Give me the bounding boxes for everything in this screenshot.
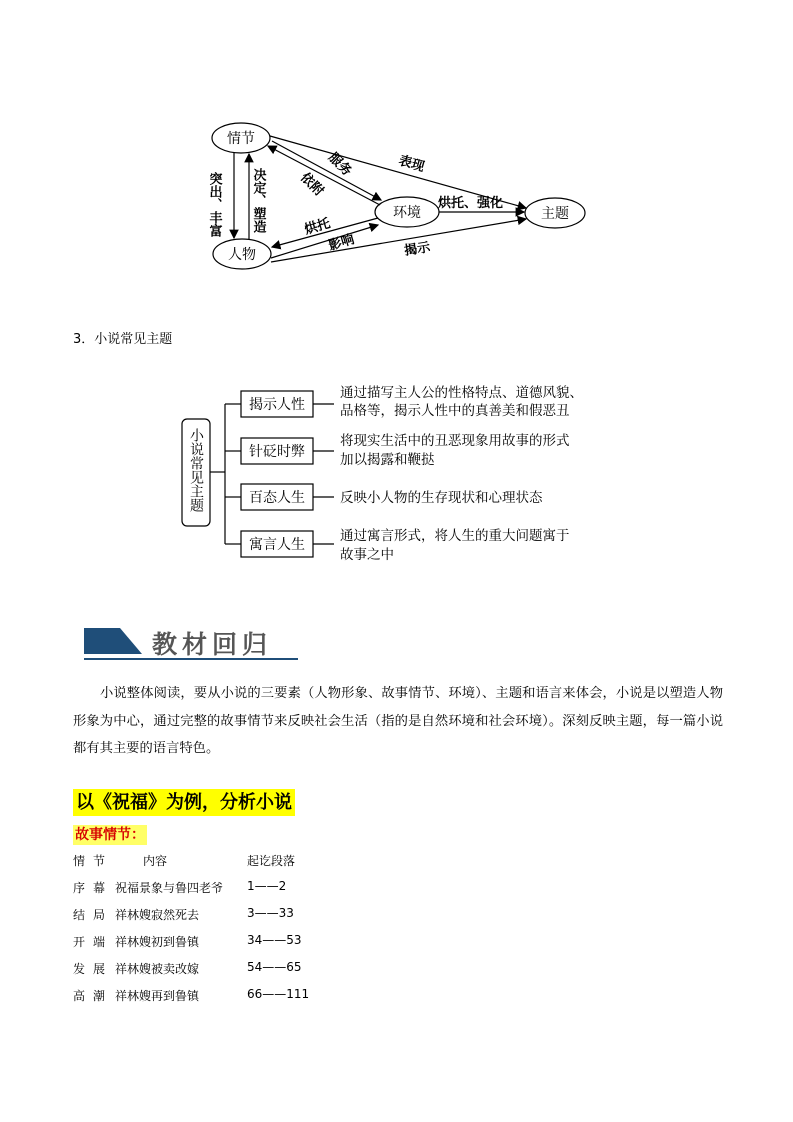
arrow-environment-plot [268,146,380,205]
example-title: 以《祝福》为例，分析小说 [73,789,295,816]
common-themes-diagram [178,378,618,568]
edge-label-jieshi: 揭示 [403,240,432,259]
plot-label: 故事情节： [75,827,145,843]
branch-desc-4a: 通过寓言形式，将人生的重大问题寓于 [340,528,570,544]
banner-shape [84,628,142,654]
section-3-heading: 3．小说常见主题 [73,332,173,347]
character-node-label: 人物 [228,247,256,263]
edge-label-hongtuo: 烘托 [302,216,333,238]
row-paragraphs: 34——53 [247,933,302,947]
row-paragraphs: 3——33 [247,906,294,920]
edge-label-biaoxian: 表现 [396,153,427,176]
header-paragraphs: 起讫段落 [247,854,296,868]
branch-desc-4b: 故事之中 [340,547,394,563]
themes-root-label: 小说常见主题 [188,428,204,512]
row-paragraphs: 54——65 [247,960,302,974]
branch-desc-1b: 品格等，揭示人性中的真善美和假恶丑 [340,403,570,419]
row-content: 祥林嫂初到鲁镇 [115,935,200,949]
branch-desc-2b: 加以揭露和鞭挞 [340,452,435,468]
row-paragraphs: 1——2 [247,879,287,893]
row-stage: 高潮 [73,989,114,1003]
edge-label-fuwu: 服务 [325,150,355,180]
row-stage: 结局 [73,908,114,922]
row-stage: 开端 [73,935,114,949]
row-content: 祝福景象与鲁四老爷 [115,881,224,895]
branch-desc-1a: 通过描写主人公的性格特点、道德风貌、 [340,385,583,401]
intro-paragraph: 小说整体阅读，要从小说的三要素（人物形象、故事情节、环境）、主题和语言来体会，小说是以塑造人物形象为中心，通过完整的故事情节来反映社会生活（指的是自然环境和社会环境）。深刻反映主题，每一篇小说都有其主要的语言特色。 [73,686,723,756]
row-stage: 发展 [73,962,114,976]
plot-node-label: 情节 [227,131,255,147]
edge-label-hongtuo-qianghua: 烘托、强化 [438,196,504,211]
row-content: 祥林嫂再到鲁镇 [115,989,200,1003]
branch-desc-3a: 反映小人物的生存现状和心理状态 [340,490,543,506]
header-content: 内容 [143,854,168,868]
branch-label-2: 针砭时弊 [249,444,305,460]
edge-label-tuchu: 突出、丰富 [206,172,222,237]
branch-label-3: 百态人生 [249,490,305,506]
row-stage: 序幕 [73,881,114,895]
elements-relationship-diagram [190,110,610,280]
arrow-plot-environment [272,141,381,200]
row-content: 祥林嫂寂然死去 [115,908,200,922]
branch-label-4: 寓言人生 [249,537,305,553]
edge-label-jueding: 决定、塑造 [250,168,266,233]
row-paragraphs: 66——111 [247,987,310,1001]
banner-title: 教材回归 [152,630,273,659]
edge-label-yingxiang: 影响 [326,232,357,254]
branch-label-1: 揭示人性 [249,397,305,413]
row-content: 祥林嫂被卖改嫁 [115,962,200,976]
edge-label-yifu: 依附 [297,170,327,200]
branch-desc-2a: 将现实生活中的丑恶现象用故事的形式 [340,433,570,449]
theme-node-label: 主题 [541,206,569,222]
environment-node-label: 环境 [393,205,421,221]
header-stage: 情节 [73,854,114,868]
